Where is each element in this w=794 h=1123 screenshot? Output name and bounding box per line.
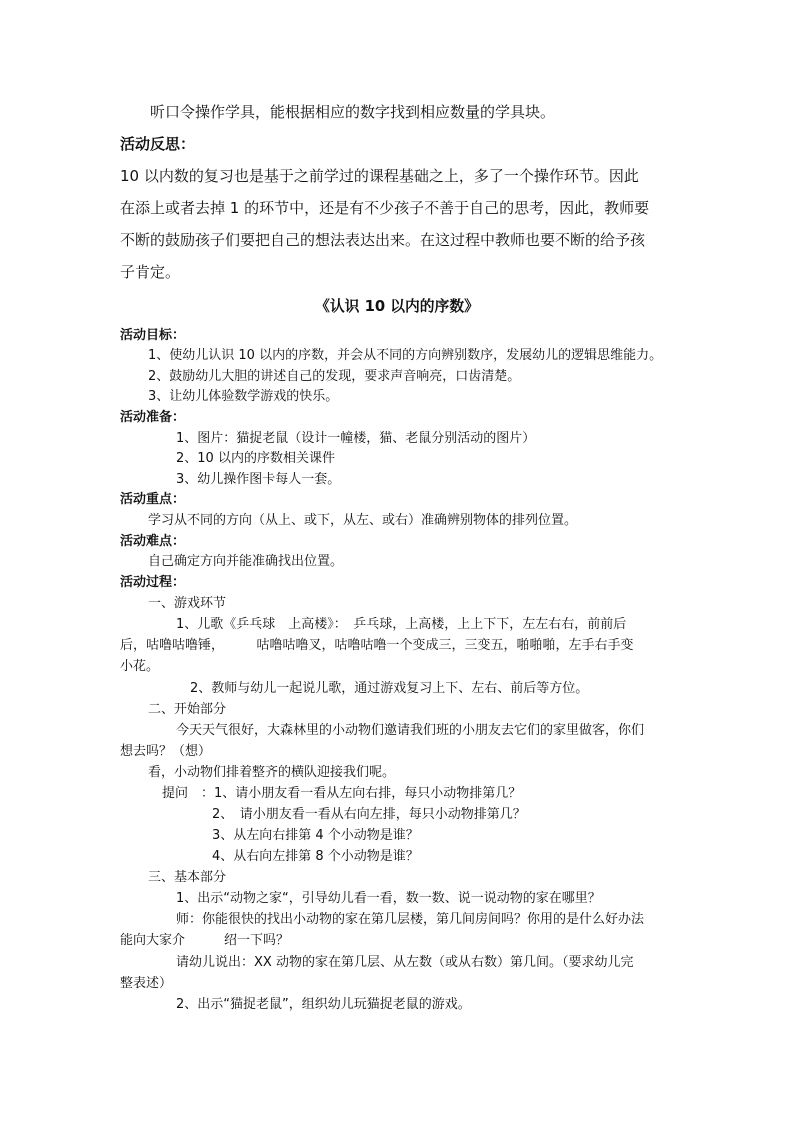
section-heading: 二、开始部分 <box>148 702 227 717</box>
goal-item: 2、鼓励幼儿大胆的讲述自己的发现，要求声音响亮，口齿清楚。 <box>148 369 521 384</box>
section-heading: 三、基本部分 <box>148 870 227 885</box>
lesson-title: 《认识 10 以内的序数》 <box>315 298 479 315</box>
intro-line: 听口令操作学具，能根据相应的数字找到相应数量的学具块。 <box>150 103 556 121</box>
question-line: 提问 ：1、请小朋友看一看从左向右排，每只小动物排第几？ <box>162 786 522 801</box>
section-heading: 一、游戏环节 <box>148 596 227 611</box>
section-line: 能向大家介 绍一下吗？ <box>120 933 290 948</box>
key-heading: 活动重点： <box>120 492 186 507</box>
goal-item: 1、使幼儿认识 10 以内的序数，并会从不同的方向辨别数序，发展幼儿的逻辑思维能力。 <box>148 348 663 363</box>
section-line: 2、出示“猫捉老鼠”，组织幼儿玩猫捉老鼠的游戏。 <box>176 997 471 1012</box>
section-line: 师：你能很快的找出小动物的家在第几层楼，第几间房间吗？你用的是什么好办法 <box>176 912 645 927</box>
key-text: 学习从不同的方向（从上、或下，从左、或右）准确辨别物体的排列位置。 <box>148 513 578 528</box>
prep-item: 2、10 以内的序数相关课件 <box>176 451 335 466</box>
reflection-line: 子肯定。 <box>120 263 181 281</box>
prep-heading: 活动准备： <box>120 410 186 425</box>
goal-item: 3、让幼儿体验数学游戏的快乐。 <box>148 389 339 404</box>
section-line: 1、出示“动物之家“，引导幼儿看一看，数一数、说一说动物的家在哪里？ <box>176 891 601 906</box>
question-line: 3、从左向右排第 4 个小动物是谁？ <box>212 828 419 843</box>
section-line: 请幼儿说出：XX 动物的家在第几层、从左数（或从右数）第几间。（要求幼儿完 <box>176 955 634 970</box>
prep-item: 3、幼儿操作图卡每人一套。 <box>176 472 341 487</box>
section-line: 2、教师与幼儿一起说儿歌，通过游戏复习上下、左右、前后等方位。 <box>190 681 589 696</box>
reflection-line: 10 以内数的复习也是基于之前学过的课程基础之上，多了一个操作环节。因此 <box>120 167 639 185</box>
question-line: 4、从右向左排第 8 个小动物是谁？ <box>212 849 419 864</box>
section-line: 整表述） <box>120 976 173 991</box>
goals-heading: 活动目标： <box>120 328 186 343</box>
section-line: 看，小动物们排着整齐的横队迎接我们呢。 <box>148 765 396 780</box>
reflection-line: 不断的鼓励孩子们要把自己的想法表达出来。在这过程中教师也要不断的给予孩 <box>120 231 646 249</box>
reflection-heading: 活动反思： <box>120 135 196 153</box>
reflection-line: 在添上或者去掉 1 的环节中，还是有不少孩子不善于自己的思考，因此，教师要 <box>120 199 650 217</box>
section-line: 小花。 <box>120 659 160 674</box>
section-line: 1、儿歌《乒乓球 上高楼》： 乒乓球，上高楼，上上下下，左左右右，前前后 <box>176 617 627 632</box>
section-line: 今天天气很好，大森林里的小动物们邀请我们班的小朋友去它们的家里做客，你们 <box>176 723 645 738</box>
difficulty-text: 自己确定方向并能准确找出位置。 <box>148 554 344 569</box>
question-line: 2、 请小朋友看一看从右向左排，每只小动物排第几？ <box>212 807 526 822</box>
difficulty-heading: 活动难点： <box>120 534 186 549</box>
section-line: 后，咕噜咕噜锤， 咕噜咕噜叉，咕噜咕噜一个变成三，三变五，啪啪啪，左手右手变 <box>120 638 634 653</box>
process-heading: 活动过程： <box>120 575 186 590</box>
section-line: 想去吗？（想） <box>120 744 212 759</box>
prep-item: 1、图片：猫捉老鼠（设计一幢楼，猫、老鼠分别活动的图片） <box>176 431 536 446</box>
